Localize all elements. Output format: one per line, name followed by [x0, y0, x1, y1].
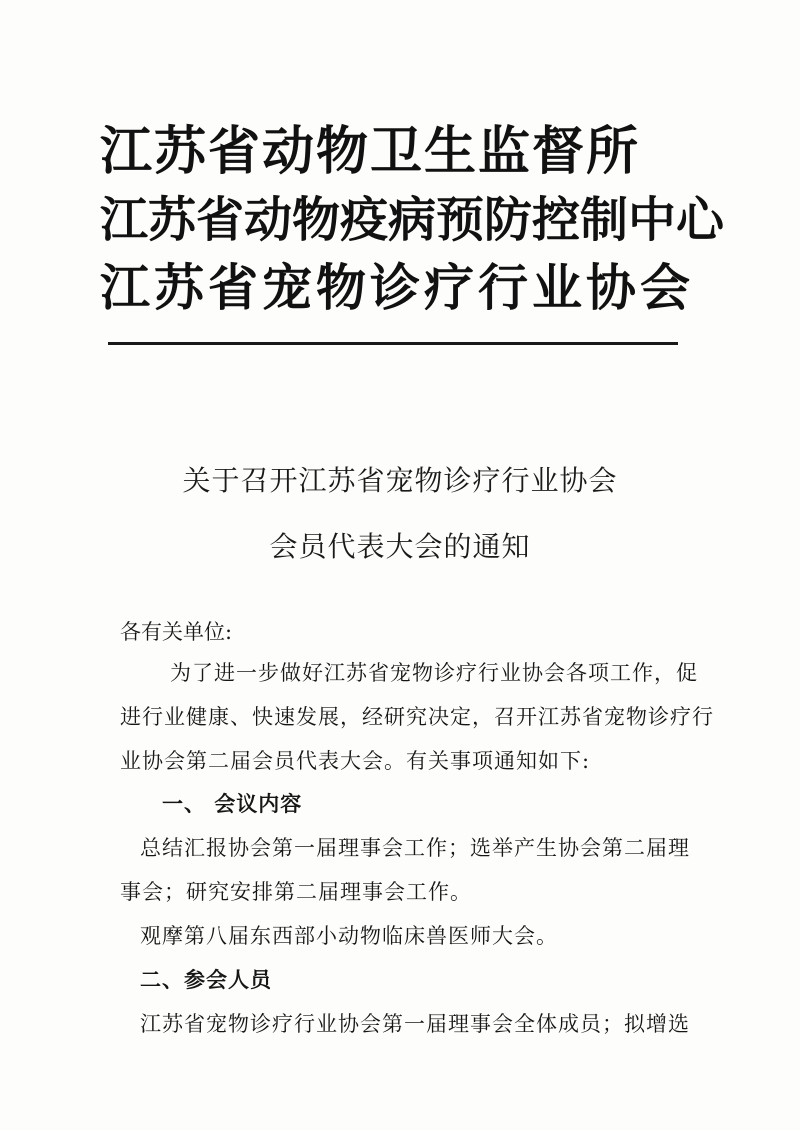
section-heading-attendees: 二、参会人员	[140, 967, 272, 992]
notice-title	[0, 448, 800, 580]
header-divider-rule	[108, 342, 678, 345]
issuing-organizations-header	[100, 118, 725, 322]
title-line: 会员代表大会的通知	[269, 530, 531, 563]
salutation: 各有关单位:	[120, 620, 233, 644]
intro-paragraph-line: 业协会第二届会员代表大会。有关事项通知如下:	[120, 749, 591, 773]
org-name-line: 江苏省动物疫病预防控制中心	[100, 192, 725, 248]
section-heading-meeting-content: 一、 会议内容	[162, 791, 303, 816]
section-paragraph-line: 观摩第八届东西部小动物临床兽医师大会。	[140, 924, 558, 948]
section-paragraph-line: 江苏省宠物诊疗行业协会第一届理事会全体成员；拟增选	[140, 1012, 690, 1036]
intro-paragraph-line: 为了进一步做好江苏省宠物诊疗行业协会各项工作，促	[170, 661, 698, 685]
intro-paragraph-line: 进行业健康、快速发展，经研究决定，召开江苏省宠物诊疗行	[120, 705, 714, 729]
org-name-line: 江苏省动物卫生监督所	[100, 122, 641, 182]
org-name-line: 江苏省宠物诊疗行业协会	[100, 259, 694, 317]
section-paragraph-line: 事会；研究安排第二届理事会工作。	[120, 880, 472, 904]
title-line: 关于召开江苏省宠物诊疗行业协会	[182, 464, 618, 497]
section-paragraph-line: 总结汇报协会第一届理事会工作；选举产生协会第二届理	[140, 836, 690, 860]
